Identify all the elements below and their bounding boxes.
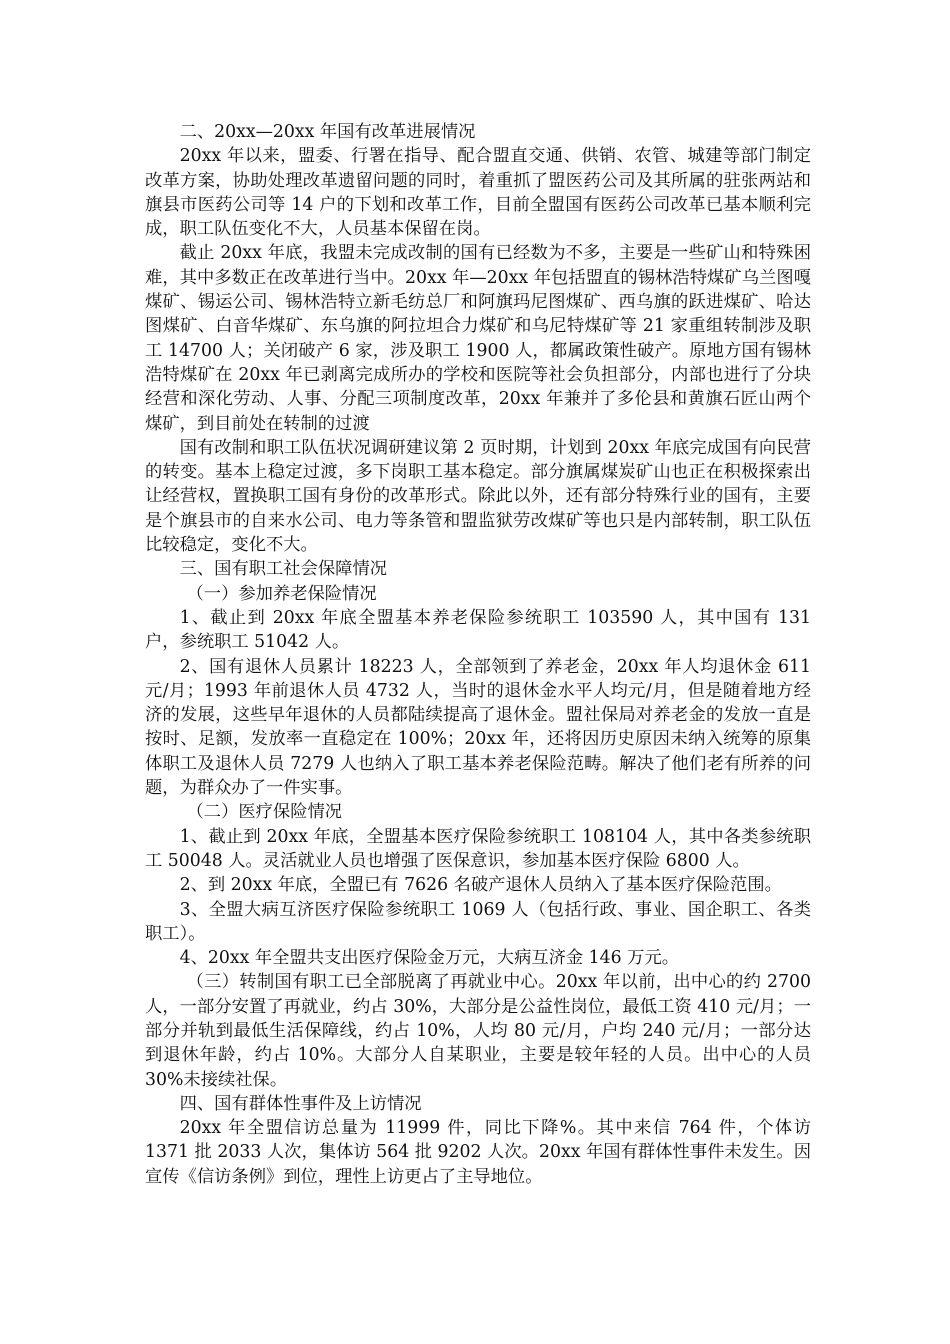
paragraph-restructuring-status: 截止 20xx 年底，我盟未完成改制的国有已经数为不多，主要是一些矿山和特殊困难，其中多数正在改革进行当中。20xx 年—20xx 年包括盟直的锡林浩特煤矿乌兰图嘎煤矿、锡运公司、锡林浩特立新毛纺总厂和阿旗玛尼图煤矿、西乌旗的跃进煤矿、哈达图煤矿、白音华煤矿、东乌旗的阿拉坦合力煤矿和乌尼特煤矿等 21 家重组转制涉及职工 14700 人；关闭破产 6 家，涉及职工 1900 人，都属政策性破产。原地方国有锡林浩特煤矿在 20xx 年已剥离完成所办的学校和医院等社会负担部分，内部也进行了分块经营和深化劳动、人事、分配三项制度改革，20xx 年兼并了多伦县和黄旗石匠山两个煤矿，到目前处在转制的过渡 — [145, 243, 811, 434]
paragraph-petitions: 20xx 年全盟信访总量为 11999 件，同比下降%。其中来信 764 件，个体访 1371 批 2033 人次，集体访 564 批 9202 人次。20xx 年国有群体性事件未发生。因宣传《信访条例》到位，理性上访更占了主导地位。 — [145, 1118, 811, 1187]
paragraph-medical-item-3: 3、全盟大病互济医疗保险参统职工 1069 人（包括行政、事业、国企职工、各类职工）。 — [145, 899, 811, 944]
paragraph-pension-item-1: 1、截止到 20xx 年底全盟基本养老保险参统职工 103590 人，其中国有 131 户，参统职工 51042 人。 — [145, 607, 811, 653]
section-heading-3: 三、国有职工社会保障情况 — [179, 559, 387, 580]
document-page — [145, 120, 811, 1189]
subheading-pension-insurance: （一）参加养老保险情况 — [186, 583, 377, 604]
paragraph-medical-item-4: 4、20xx 年全盟共支出医疗保险金万元，大病互济金 146 万元。 — [179, 948, 680, 969]
subheading-medical-insurance: （二）医疗保险情况 — [186, 802, 343, 823]
paragraph-reemployment-center: （三）转制国有职工已全部脱离了再就业中心。20xx 年以前，出中心的约 2700 人，一部分安置了再就业，约占 30%，大部分是公益性岗位，最低工资 410 元/月；一部分并轨到最低生活保障线，约占 10%，人均 80 元/月，户均 240 元/月；一部分达到退休年龄，约占 10%。大部分人自某职业，主要是较年轻的人员。出中心的人员 30%未接续社保。 — [145, 972, 811, 1090]
paragraph-reform-progress: 20xx 年以来，盟委、行署在指导、配合盟直交通、供销、农管、城建等部门制定改革方案，协助处理改革遗留问题的同时，着重抓了盟医药公司及其所属的驻张两站和旗县市医药公司等 14 户的下划和改革工作，目前全盟国有医药公司改革已基本顺利完成，职工队伍变化不大，人员基本保留在岗。 — [145, 146, 811, 240]
paragraph-medical-item-1: 1、截止到 20xx 年底，全盟基本医疗保险参统职工 108104 人，其中各类参统职工 50048 人。灵活就业人员也增强了医保意识，参加基本医疗保险 6800 人。 — [145, 826, 811, 871]
paragraph-transition-period: 国有改制和职工队伍状况调研建议第 2 页时期，计划到 20xx 年底完成国有向民营的转变。基本上稳定过渡，多下岗职工基本稳定。部分旗属煤炭矿山也正在积极探索出让经营权，置换职工国有身份的改革形式。除此以外，还有部分特殊行业的国有，主要是个旗县市的自来水公司、电力等条管和盟监狱劳改煤矿等也只是内部转制，职工队伍比较稳定，变化不大。 — [145, 437, 811, 556]
section-heading-4: 四、国有群体性事件及上访情况 — [179, 1093, 422, 1114]
section-heading-2: 二、20xx—20xx 年国有改革进展情况 — [179, 122, 476, 142]
paragraph-medical-item-2: 2、到 20xx 年底，全盟已有 7626 名破产退休人员纳入了基本医疗保险范围。 — [179, 875, 782, 896]
paragraph-pension-item-2: 2、国有退休人员累计 18223 人，全部领到了养老金，20xx 年人均退休金 611 元/月；1993 年前退休人员 4732 人，当时的退休金水平人均元/月，但是随着地方经济的发展，这些早年退休的人员都陆续提高了退休金。盟社保局对养老金的发放一直是按时、足额，发放率一直稳定在 100%；20xx 年，还将因历史原因未纳入统筹的原集体职工及退休人员 7279 人也纳入了职工基本养老保险范畴。解决了他们老有所养的问题，为群众办了一件实事。 — [145, 656, 811, 799]
